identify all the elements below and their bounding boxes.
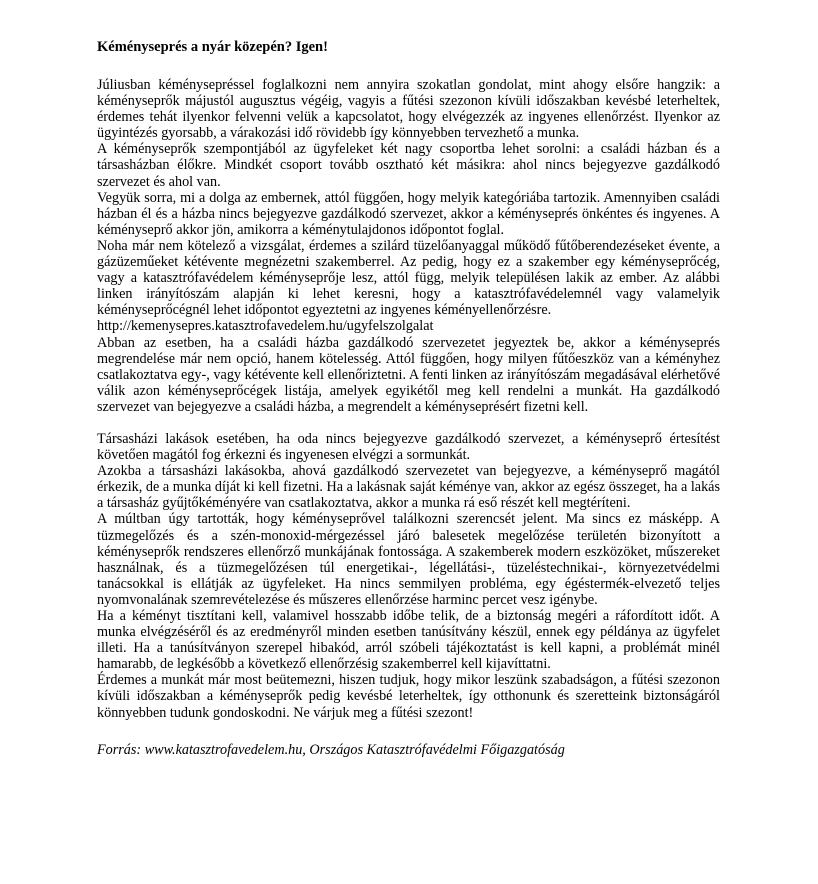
paragraph-certificate: Ha a kéményt tisztítani kell, valamivel hosszabb időbe telik, de a biztonság megéri a ráfordított időt. A munka elvégzéséről és az eredményről minden esetben tanúsítvány készül, ennek egy példánya az ügyfelet illeti. Ha a tanúsítványon szerepel hibakód, arról szóbeli tájékoztatást is kell kapni, a problémát minél hamarabb, de legkésőbb a következő ellenőrzésig szakemberrel kell kijavíttatni. xyxy=(97,608,720,673)
paragraph-client-groups: A kéményseprők szempontjából az ügyfeleket két nagy csoportba lehet sorolni: a családi házban és a társasházban élőkre. Mindkét csoport tovább osztható két másikra: ahol nincs bejegyezve gazdálkodó szervezet és ahol van. xyxy=(97,141,720,190)
paragraph-recommendation: Noha már nem kötelező a vizsgálat, érdemes a szilárd tüzelőanyaggal működő fűtőberendezéseket évente, a gázüzeműeket kétévente megnézetni szakemberrel. Az pedig, hogy ez a szakember egy kéményseprőcég, vagy a katasztrófavédelem kéményseprője lesz, attól függ, melyik településen lakik az ember. Az alábbi linken irányítószám alapján ki lehet keresni, hogy a katasztrófavédelemnél vagy valamelyik kéményseprőcégnél lehet időpontot egyeztetni az ingyenes kéményellenőrzésre. xyxy=(97,237,720,319)
paragraph-family-house: Vegyük sorra, mi a dolga az embernek, attól függően, hogy melyik kategóriába tartozik. Amennyiben családi házban él és a házba nincs bejegyezve gazdálkodó szervezet, akkor a kéményseprés önkéntes és ingyenes. A kéményseprő akkor jön, amikorra a kéménytulajdonos időpontot foglal. xyxy=(97,189,720,238)
paragraph-schedule-now: Érdemes a munkát már most beütemezni, hiszen tudjuk, hogy mikor leszünk szabadságon, a fűtési szezonon kívüli időszakban a kéményseprők pedig kevésbé leterheltek, így otthonunk és szeretteink biztonságáról könnyebben tudunk gondoskodni. Ne várjuk meg a fűtési szezont! xyxy=(97,672,720,721)
paragraph-summer-inspection: Júliusban kéménysepréssel foglalkozni nem annyira szokatlan gondolat, mint ahogy elsőre hangzik: a kéményseprők májustól augusztus végéig, vagyis a fűtési szezonon kívüli időszakban kevésbé leterheltek, érdemes tehát ilyenkor felvenni velük a kapcsolatot, hogy elvégezzék az ingyenes ellenőrzést. Ilyenkor az ügyintézés gyorsabb, a várakozási idő rövidebb így könnyebben tervezhető a munka. xyxy=(97,77,720,142)
source-citation: Forrás: www.katasztrofavedelem.hu, Országos Katasztrófavédelmi Főigazgatóság xyxy=(97,741,565,758)
paragraph-apartment-no-business: Társasházi lakások esetében, ha oda nincs bejegyezve gazdálkodó szervezet, a kéményseprő értesítést követően magától fog érkezni és ingyenesen elvégzi a sormunkát. xyxy=(97,430,720,464)
service-link[interactable]: http://kemenysepres.katasztrofavedelem.hu/ugyfelszolgalat xyxy=(97,318,434,335)
paragraph-apartment-business: Azokba a társasházi lakásokba, ahová gazdálkodó szervezetet van bejegyezve, a kéményseprő magától érkezik, de a munka díját ki kell fizetni. Ha a lakásnak saját kéménye van, akkor az egész összeget, ha a lakás a társasház gyűjtőkéményére van csatlakoztatva, akkor a munka rá eső részét kell megtéríteni. xyxy=(97,463,720,512)
article-title: Kéményseprés a nyár közepén? Igen! xyxy=(97,39,328,55)
document-page xyxy=(97,38,720,758)
paragraph-good-luck: A múltban úgy tartották, hogy kéményseprővel találkozni szerencsét jelent. Ma sincs ez másképp. A tüzmegelőzés és a szén-monoxid-mérgezéssel járó balesetek megelőzése területén bizonyított a kéményseprők rendszeres ellenőrző munkájának fontossága. A szakemberek modern eszközöket, műszereket használnak, és a tüzmegelőzésen túl energetikai-, légellátási-, tüzeléstechnikai-, környezetvédelmi tanácsokkal is ellátják az ügyfeleket. Ha nincs semmilyen probléma, egy égéstermék-elvezető teljes nyomvonalának szemrevételezése és műszeres ellenőrzése harminc percet vesz igénybe. xyxy=(97,511,720,608)
paragraph-gap xyxy=(97,415,720,431)
paragraph-business-registered: Abban az esetben, ha a családi házba gazdálkodó szervezetet jegyeztek be, akkor a kéményseprés megrendelése már nem opció, hanem kötelesség. Attól függően, hogy milyen fűtőeszköz van a kéményhez csatlakoztatva egy-, vagy kétévente kell ellenőriztetni. A fenti linken az irányítószám megadásával elérhetővé válik azon kéményseprőcégek listája, amelyek egyikétől meg kell rendelni a munkát. Ha gazdálkodó szervezet van bejegyezve a családi házba, a megrendelt a kéményseprésért fizetni kell. xyxy=(97,334,720,415)
